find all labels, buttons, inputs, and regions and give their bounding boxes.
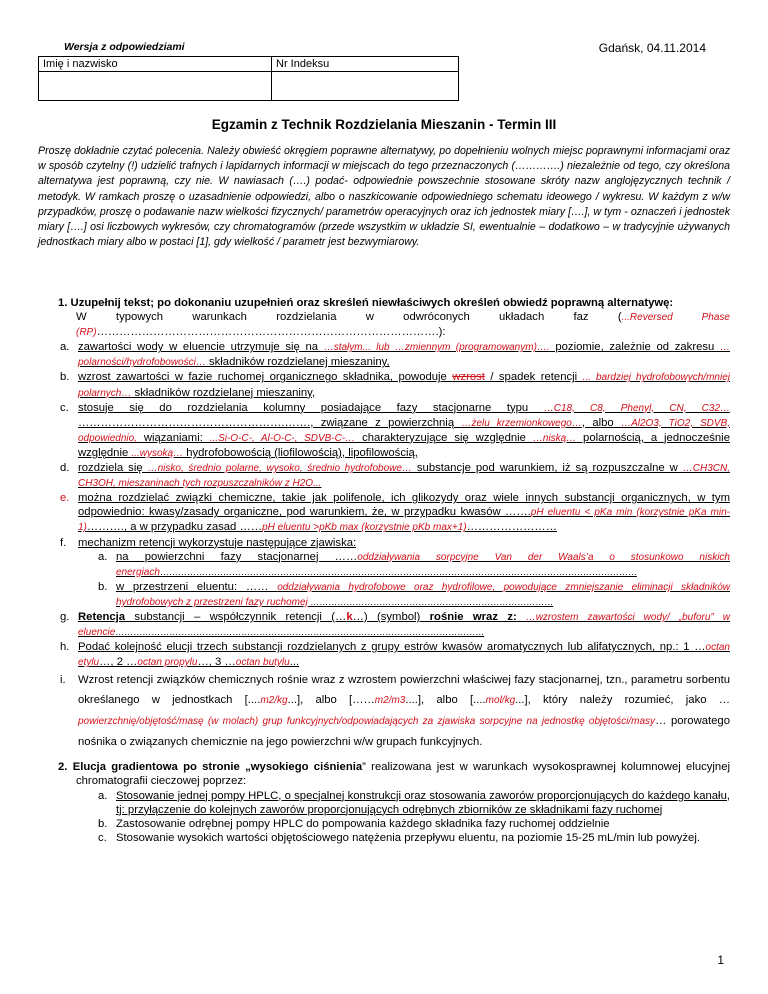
question-1-intro: W typowych warunkach rozdzielania w odwróconych układach faz (...Reversed Phase (RP)……………………………………………………………………………….): xyxy=(76,311,730,339)
exam-title: Egzamin z Technik Rozdzielania Mieszanin - Termin III xyxy=(211,117,557,132)
answer-2c[interactable]: c. Stosowanie wysokich wartości objętościowego natężenia przepływu eluentu, na poziomie 15-25 mL/min lub powyżej. xyxy=(98,831,700,844)
place-date: Gdańsk, 04.11.2014 xyxy=(598,41,706,55)
item-1d: d. rozdziela się …nisko, średnio polarne, wysoko, średnio hydrofobowe… substancje pod warunkiem, iż są rozpuszczalne w …CH3CN, CH3OH, mieszaninach tych rozpuszczalników z H2O... xyxy=(60,462,731,490)
item-1f-a: a. na powierzchni fazy stacjonarnej ……oddziaływania sorpcyjne Van der Waals’a o stosunkowo niskich energiach…………………………………………………………………………………………………………………………………………… xyxy=(98,550,730,578)
exam-instructions: Proszę dokładnie czytać polecenia. Należy obwieść okręgiem poprawne alternatywy, po dopełnieniu wolnych miejsc poprawnymi informacjami oraz w sposób czytelny (!) udzielić trafnych i lapidarnych informacji w miejscach do tego przeznaczonych (………….) niezależnie od tego, czy określona alternatywa jest poprawną, czy nie. W nawiasach (….) podać- odpowiednie powszechnie stosowane skróty nazw anglojęzycznych technik / metodyk. W ramkach proszę o uzasadnienie odpowiedzi, albo o naszkicowanie odpowiedniego schematu ideowego / wykresu. W każdym z w/w przypadków, proszę o podawanie nazw wielkości fizycznych/ parametrów operacyjnych oraz ich jednostek miary [….], w tym - oznaczeń i jednostek miary [….] osi liczbowych wykresów, czy chromatogramów (przede wszystkim w układzie SI, ewentualnie – dodatkowo – w tradycyjnie używanych jednostkach miary albo w postaci [1], gdy wielkość / parametr jest bezwymiarowy. xyxy=(38,145,730,249)
question-1-heading: 1. Uzupełnij tekst; po dokonaniu uzupełnień oraz skreśleń niewłaściwych określeń obwiedź poprawną alternatywę: xyxy=(58,297,674,309)
name-label: Imię i nazwisko xyxy=(39,57,272,72)
item-1b: b. wzrost zawartości w fazie ruchomej organicznego składnika, powoduje wzrost / spadek retencji ... bardziej hydrofobowych/mniej polarnych… składników rozdzielanej mieszaniny, xyxy=(60,371,730,399)
index-label: Nr Indeksu xyxy=(272,57,459,72)
item-1f-b: b. w przestrzeni eluentu: …… oddziaływania hydrofobowe oraz hydrofilowe, powodujące zmniejszanie eliminacji składników hydrofobowych z przestrzeni fazy ruchomej ……………………………………………………………………… xyxy=(98,580,730,608)
page-number: 1 xyxy=(717,953,724,967)
item-1i: i. Wzrost retencji związków chemicznych rośnie wraz z wzrostem powierzchni właściwej fazy stacjonarnej, tzn., parametru sorbentu określanego w jednostkach [....m2/kg...], albo [……m2/m3....], albo [....mol/kg...], który należy rozumieć, jako …powierzchnię/objętość/masę (w molach) grup funkcyjnych/odpowiadających za zjawiska sorpcyjne na jednostkę objętości/masy… porowatego nośnika o związanych chemicznie na jego powierzchni w/w grupach funkcyjnych. xyxy=(60,674,731,749)
answer-2b[interactable]: b. Zastosowanie odrębnej pompy HPLC do pompowania każdego składnika fazy ruchomej oddzielnie xyxy=(98,817,610,830)
name-field[interactable] xyxy=(39,72,272,101)
student-id-table xyxy=(38,56,459,101)
item-1a: a. zawartości wody w eluencie utrzymuje się na …stałym... lub …zmiennym (programowanym)…. poziomie, zależnie od zakresu …polarności/hydrofobowości… składników rozdzielanej mieszaniny, xyxy=(60,341,730,369)
index-field[interactable] xyxy=(272,72,459,101)
version-label: Wersja z odpowiedziami xyxy=(64,41,185,53)
question-2 xyxy=(48,760,730,845)
question-2-heading: 2. Elucja gradientowa po stronie „wysokiego ciśnienia” realizowana jest w warunkach wysokosprawnej kolumnowej elucyjnej chromatografii cieczowej poprzez: xyxy=(58,761,730,788)
item-1c: c. stosuje się do rozdzielania kolumny posiadające fazy stacjonarne typu …C18, C8, Phenyl, CN, C32… ……………………………………………….……., związane z powierzchnią …żelu krzemionkowego…, albo …Al2O3, TiO2, SDVB, odpowiednio, wiązaniami: ...Si-O-C-, Al-O-C-, SDVB-C-… charakteryzujące się względnie …niską… polarnością, a jednocześnie względnie ...wysoką… hydrofobowością (liofilowością), lipofilowością, xyxy=(60,401,731,459)
item-1e: e. można rozdzielać związki chemiczne, takie jak polifenole, ich glikozydy oraz wiele innych substancji organicznych, w tym odpowiednio: kwasy/zasady organiczne, pod warunkiem, że, w przypadku kwasów …….pH eluentu < pKa min (korzystnie pKa min-1)………., a w przypadku zasad ……pH eluentu >pKb max (korzystnie pKb max+1)…………………… xyxy=(60,492,730,534)
item-1h: h. Podać kolejność elucji trzech substancji rozdzielanych z grupy estrów kwasów aromatycznych lub alifatycznych, np.: 1 …octan etylu…, 2 …octan propylu…, 3 …octan butylu... xyxy=(60,641,730,669)
item-1g: g. Retencja substancji – współczynnik retencji (…k…) (symbol) rośnie wraz z: …wzrostem zawartości wody/ „buforu” w eluencie…………………………………………………………………………………………………………… xyxy=(60,610,730,639)
exam-body xyxy=(48,296,730,851)
question-1 xyxy=(48,296,730,752)
item-1f: f. mechanizm retencji wykorzystuje następujące zjawiska: xyxy=(60,536,357,549)
answer-2a[interactable]: a. Stosowanie jednej pompy HPLC, o specjalnej konstrukcji oraz stosowania zaworów proporcjonujących do każdego kanału, tj: przyłączenie do kolejnych zaworów proporcjonujących odrębnych zbiorników ze składnikami fazy ruchomej xyxy=(98,789,730,816)
